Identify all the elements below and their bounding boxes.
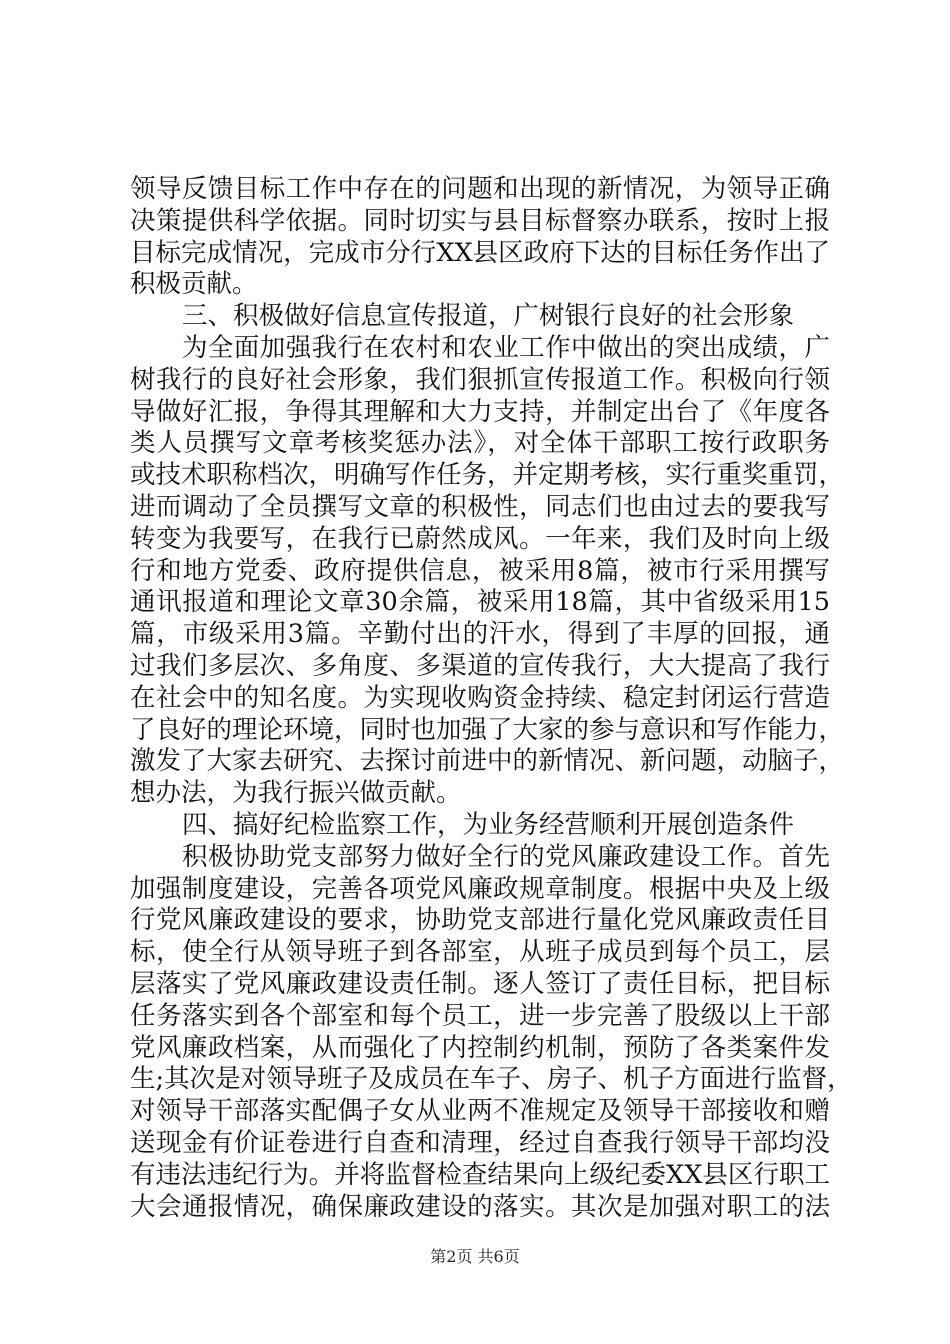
- text-line: 生;其次是对领导班子及成员在车子、房子、机子方面进行监督，: [130, 1064, 853, 1095]
- text-line: 对领导干部落实配偶子女从业两不准规定及领导干部接收和赠: [130, 1096, 830, 1127]
- text-line: 过我们多层次、多角度、多渠道的宣传我行，大大提高了我行: [130, 650, 830, 681]
- text-line: 进而调动了全员撰写文章的积极性，同志们也由过去的要我写: [130, 491, 830, 522]
- text-line: 加强制度建设，完善各项党风廉政规章制度。根据中央及上级: [130, 873, 830, 904]
- text-line: 大会通报情况，确保廉政建设的落实。其次是加强对职工的法: [130, 1191, 830, 1222]
- text-line: 了良好的理论环境，同时也加强了大家的参与意识和写作能力，: [130, 714, 845, 745]
- text-line: 导做好汇报，争得其理解和大力支持，并制定出台了《年度各: [130, 396, 830, 427]
- text-line: 有违法违纪行为。并将监督检查结果向上级纪委XX县区行职工: [130, 1159, 830, 1190]
- text-line: 积极协助党支部努力做好全行的党风廉政建设工作。首先: [182, 841, 830, 872]
- text-line: 想办法，为我行振兴做贡献。: [130, 778, 462, 809]
- text-line: 目标完成情况，完成市分行XX县区政府下达的目标任务作出了: [130, 237, 830, 268]
- text-line: 为全面加强我行在农村和农业工作中做出的突出成绩，广: [182, 332, 830, 363]
- text-line: 在社会中的知名度。为实现收购资金持续、稳定封闭运行营造: [130, 682, 830, 713]
- page-footer: 第2页 共6页: [430, 1247, 520, 1266]
- text-line: 树我行的良好社会形象，我们狠抓宣传报道工作。积极向行领: [130, 364, 830, 395]
- text-line: 任务落实到各个部室和每个员工，进一步完善了股级以上干部: [130, 1000, 830, 1031]
- text-line: 党风廉政档案，从而强化了内控制约机制，预防了各类案件发: [130, 1032, 830, 1063]
- text-line: 激发了大家去研究、去探讨前进中的新情况、新问题，动脑子，: [130, 746, 845, 777]
- section-heading: 三、积极做好信息宣传报道，广树银行良好的社会形象: [182, 301, 795, 332]
- text-line: 篇，市级采用3篇。辛勤付出的汗水，得到了丰厚的回报，通: [130, 619, 830, 650]
- text-line: 层落实了党风廉政建设责任制。逐人签订了责任目标，把目标: [130, 968, 830, 999]
- body-text: [130, 174, 853, 1223]
- text-line: 积极贡献。: [130, 269, 258, 300]
- text-line: 转变为我要写，在我行已蔚然成风。一年来，我们及时向上级: [130, 523, 830, 554]
- text-line: 类人员撰写文章考核奖惩办法》，对全体干部职工按行政职务: [130, 428, 830, 459]
- text-line: 或技术职称档次，明确写作任务，并定期考核，实行重奖重罚，: [130, 460, 845, 491]
- text-line: 送现金有价证卷进行自查和清理，经过自查我行领导干部均没: [130, 1127, 830, 1158]
- text-line: 通讯报道和理论文章30余篇，被采用18篇，其中省级采用15: [130, 587, 830, 618]
- text-line: 决策提供科学依据。同时切实与县目标督察办联系，按时上报: [130, 205, 830, 236]
- text-line: 领导反馈目标工作中存在的问题和出现的新情况，为领导正确: [130, 174, 830, 204]
- text-line: 标，使全行从领导班子到各部室，从班子成员到每个员工，层: [130, 937, 830, 968]
- text-line: 行和地方党委、政府提供信息，被采用8篇，被市行采用撰写: [130, 555, 830, 586]
- text-line: 行党风廉政建设的要求，协助党支部进行量化党风廉政责任目: [130, 905, 830, 936]
- section-heading: 四、搞好纪检监察工作，为业务经营顺利开展创造条件: [182, 809, 795, 840]
